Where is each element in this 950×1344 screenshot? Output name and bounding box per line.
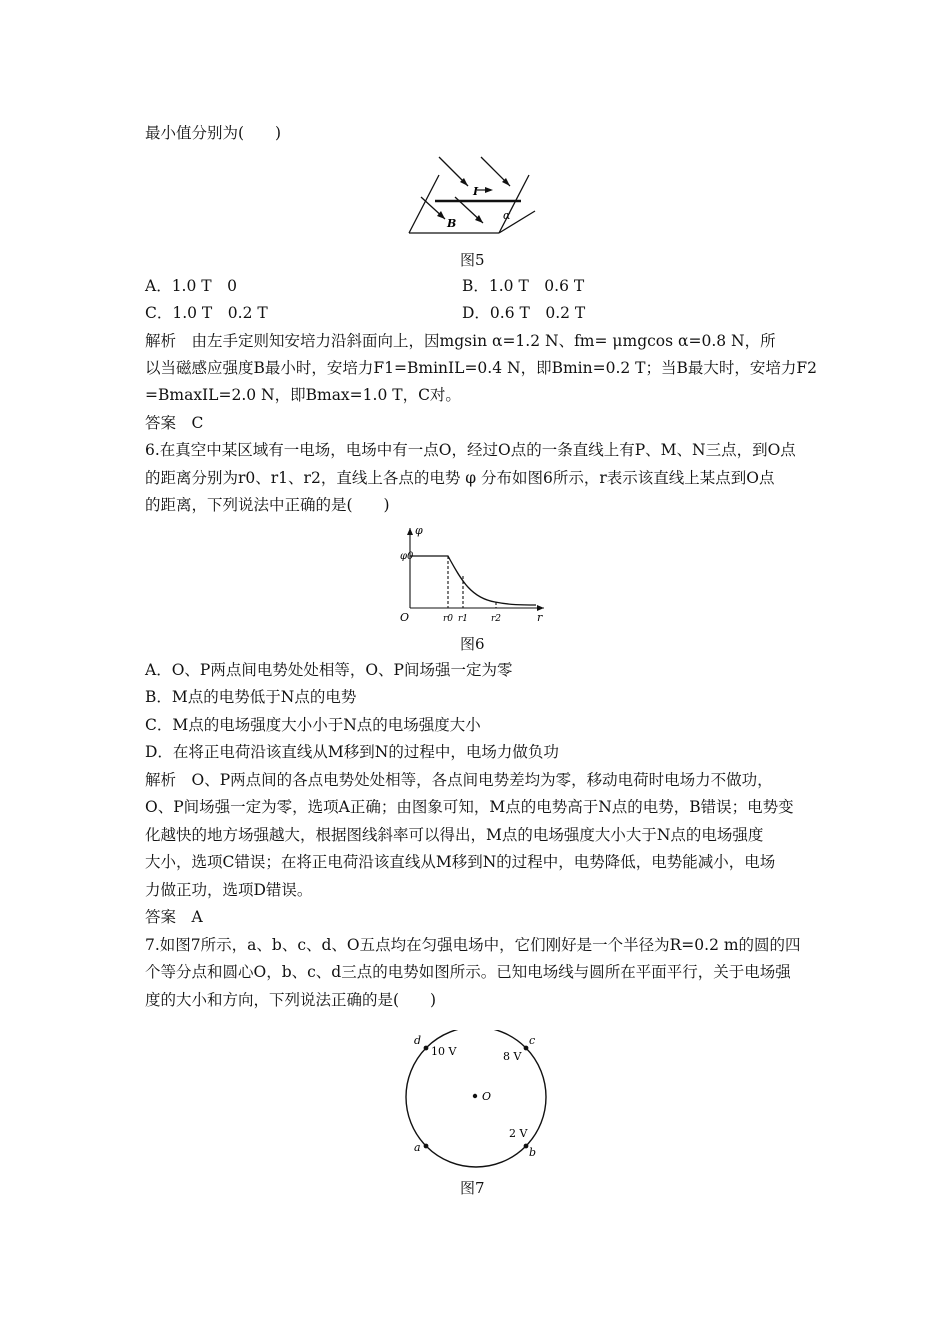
q5-stem-tail: 最小值分别为( ) <box>145 124 282 142</box>
q5-option-d: D．0.6 T 0.2 T <box>462 304 586 322</box>
point-c <box>524 1046 529 1051</box>
figure-6-x-tick-r0: r0 <box>443 614 454 624</box>
point-b <box>524 1144 529 1149</box>
label-c-potential: 8 V <box>503 1050 522 1063</box>
q6-analysis-label: 解析 <box>145 771 177 789</box>
q6-option-b: B．M点的电势低于N点的电势 <box>145 688 357 706</box>
q6-analysis-text-1: O、P两点间的各点电势处处相等，各点间电势差均为零，移动电荷时电场力不做功， <box>191 771 773 789</box>
figure-5-label-field: B <box>447 217 457 230</box>
q6-stem-line-1: 6.在真空中某区域有一电场，电场中有一点O，经过O点的一条直线上有P、M、N三点，到O点 <box>145 441 796 459</box>
q5-option-a: A．1.0 T 0 <box>145 277 237 295</box>
q5-analysis-line-1 <box>145 329 776 353</box>
figure-5-label-angle: α <box>503 209 511 222</box>
q6-analysis-line-2: O、P间场强一定为零，选项A正确；由图象可知，M点的电势高于N点的电势，B错误；电势变 <box>145 798 794 816</box>
figure-7-caption: 图7 <box>460 1179 485 1197</box>
point-o <box>473 1094 477 1098</box>
label-d-potential: 10 V <box>431 1045 457 1058</box>
label-d: d <box>414 1034 422 1047</box>
figure-5-label-current: I <box>473 185 479 198</box>
q6-option-d: D．在将正电荷沿该直线从M移到N的过程中，电场力做负功 <box>145 743 559 761</box>
q5-analysis-label: 解析 <box>145 332 177 350</box>
figure-5-incline <box>405 153 540 239</box>
label-b-potential: 2 V <box>509 1127 528 1140</box>
q6-analysis-line-4: 大小，选项C错误；在将正电荷沿该直线从M移到N的过程中，电势降低，电势能减小，电场 <box>145 853 776 871</box>
figure-6-x-tick-r1: r1 <box>458 614 469 624</box>
figure-6-x-axis-label: r <box>537 611 543 624</box>
figure-6-y-tick-label: φ0 <box>400 551 414 562</box>
q6-answer: 答案 A <box>145 908 203 926</box>
figure-6-x-tick-r2: r2 <box>491 614 502 624</box>
figure-6-y-axis-label: φ <box>415 524 423 537</box>
label-c: c <box>529 1034 536 1047</box>
q5-option-b: B．1.0 T 0.6 T <box>462 277 585 295</box>
q6-analysis-line-5: 力做正功，选项D错误。 <box>145 881 313 899</box>
q5-analysis-text-1: 由左手定则知安培力沿斜面向上，因mgsin α=1.2 N、fm= μmgcos α=0.8 N，所 <box>191 332 776 350</box>
figure-6-potential-graph <box>400 522 550 626</box>
figure-6-origin-label: O <box>400 611 410 624</box>
q6-option-c: C．M点的电场强度大小小于N点的电场强度大小 <box>145 716 481 734</box>
figure-7-circle <box>398 1030 558 1170</box>
label-b: b <box>529 1146 537 1159</box>
q7-stem-line-1: 7.如图7所示，a、b、c、d、O五点均在匀强电场中，它们刚好是一个半径为R=0.2 m的圆的四 <box>145 936 801 954</box>
q7-stem-line-3: 度的大小和方向，下列说法正确的是( ) <box>145 991 437 1009</box>
q7-stem-line-2: 个等分点和圆心O，b、c、d三点的电势如图所示。已知电场线与圆所在平面平行，关于电场强 <box>145 963 791 981</box>
q5-option-c: C．1.0 T 0.2 T <box>145 304 268 322</box>
q6-stem-line-3: 的距离，下列说法中正确的是( ) <box>145 496 390 514</box>
q6-analysis-line-3: 化越快的地方场强越大，根据图线斜率可以得出，M点的电场强度大小大于N点的电场强度 <box>145 826 764 844</box>
figure-5-caption: 图5 <box>460 251 485 269</box>
q5-analysis-line-2: 以当磁感应强度B最小时，安培力F1=BminIL=0.4 N，即Bmin=0.2 T；当B最大时，安培力F2 <box>145 359 818 377</box>
q5-answer: 答案 C <box>145 414 204 432</box>
q6-option-a: A．O、P两点间电势处处相等，O、P间场强一定为零 <box>145 661 513 679</box>
q6-stem-line-2: 的距离分别为r0、r1、r2，直线上各点的电势 φ 分布如图6所示，r表示该直线上某点到O点 <box>145 469 775 487</box>
q5-analysis-line-3: =BmaxIL=2.0 N，即Bmax=1.0 T，C对。 <box>145 386 461 404</box>
label-o: O <box>482 1090 492 1103</box>
figure-6-caption: 图6 <box>460 635 485 653</box>
label-a: a <box>414 1141 421 1154</box>
point-a <box>424 1144 429 1149</box>
point-d <box>424 1046 429 1051</box>
q6-analysis-line-1 <box>145 768 773 792</box>
